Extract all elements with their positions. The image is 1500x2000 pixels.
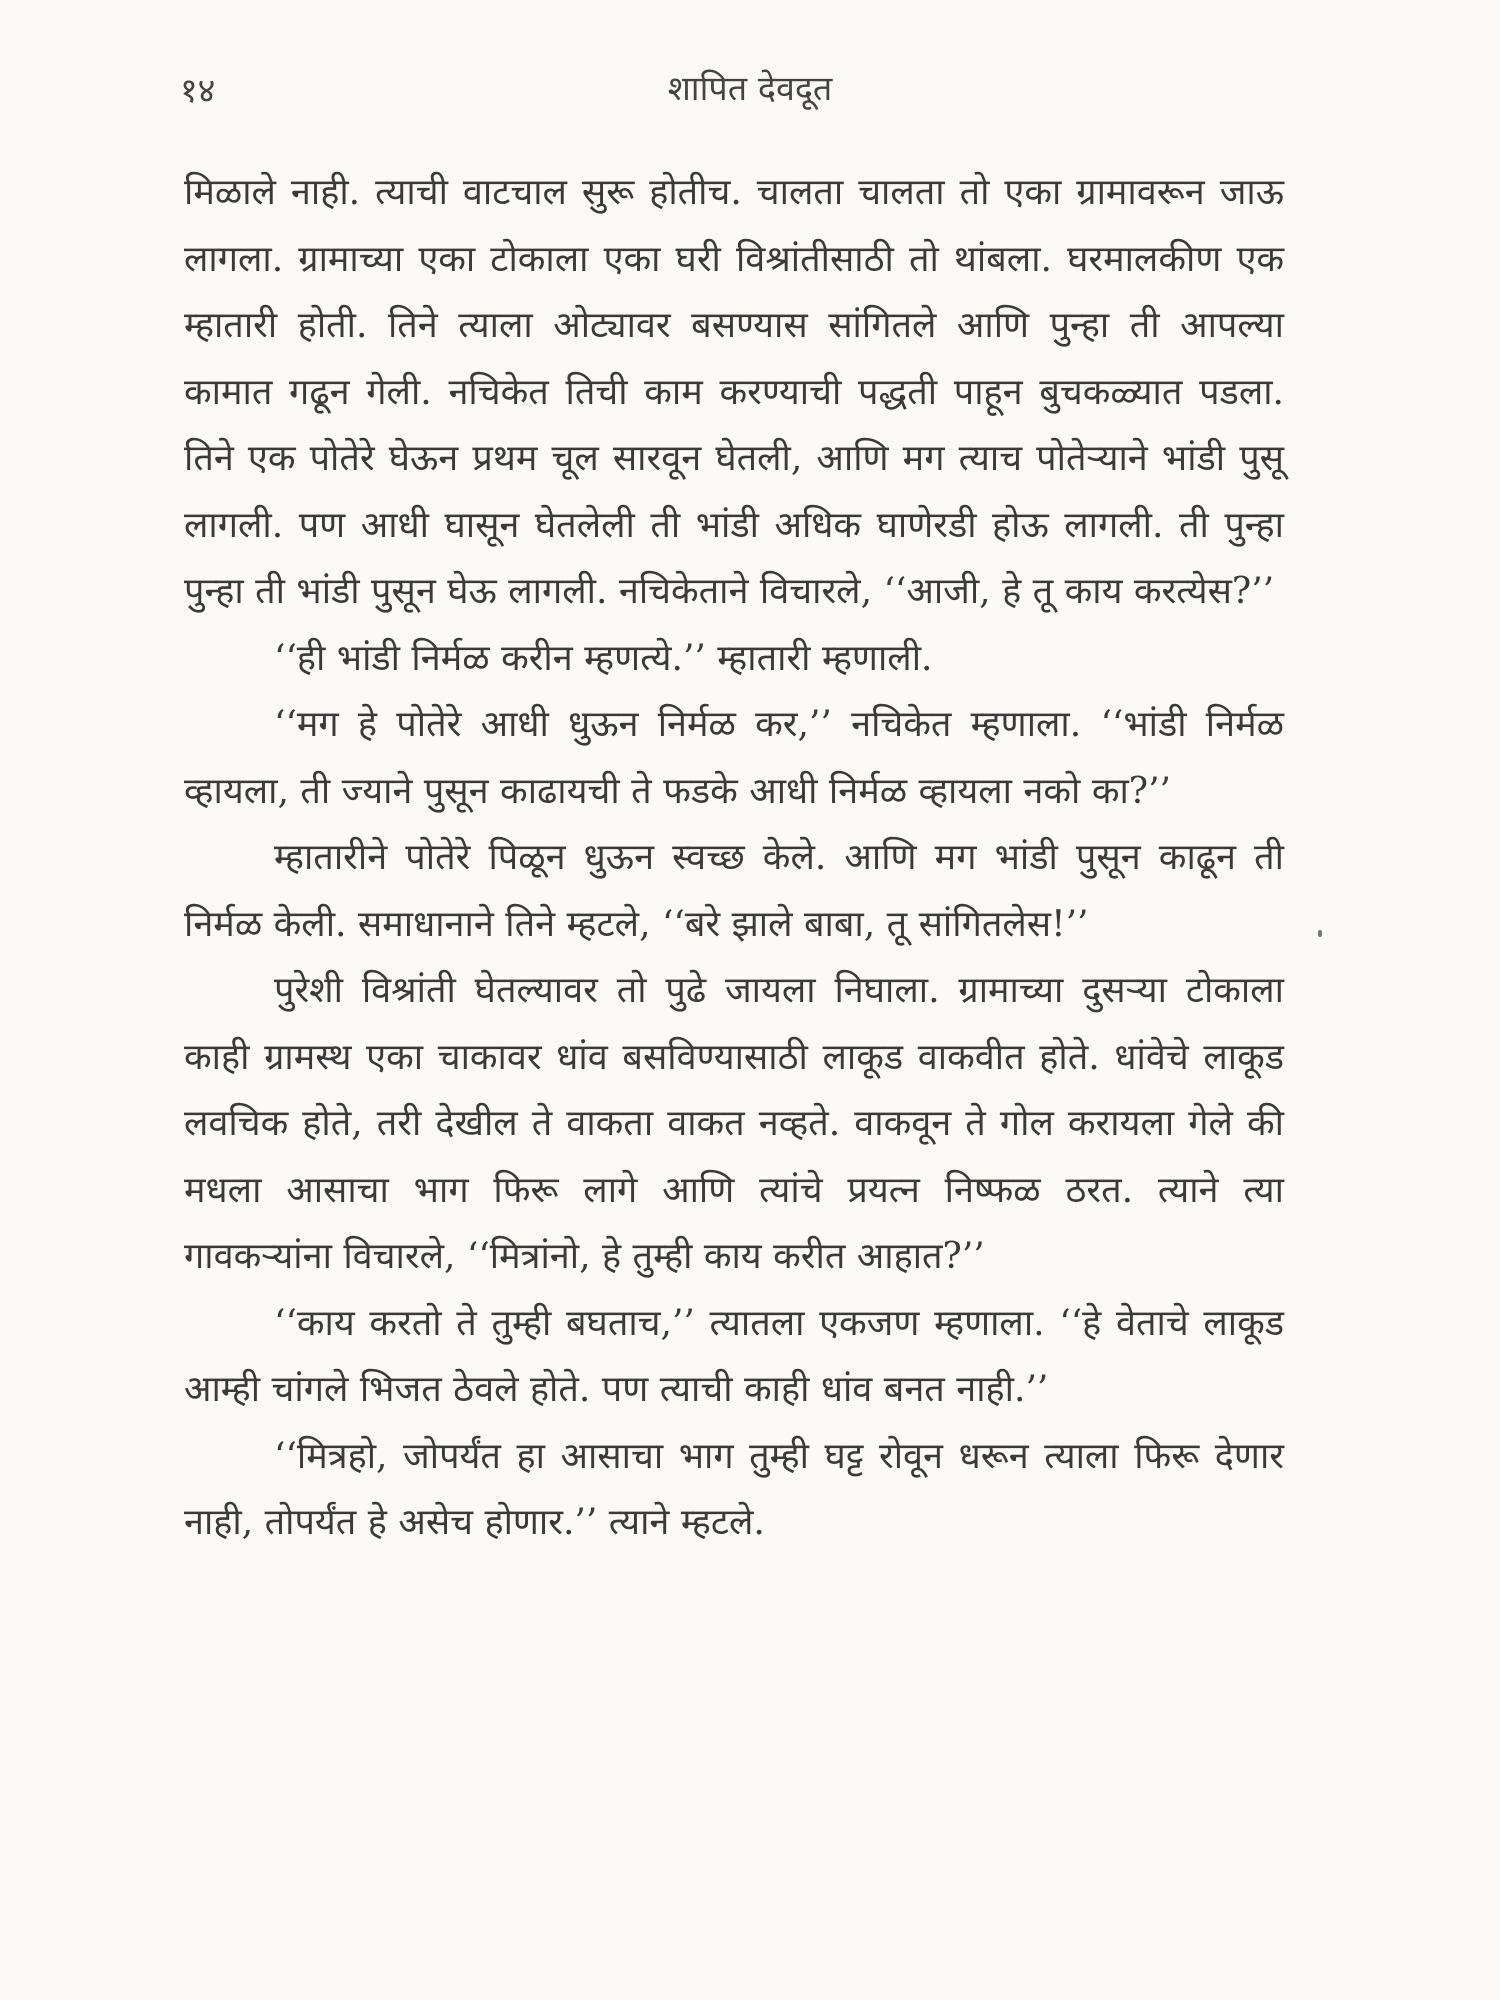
- paragraph: म्हातारीने पोतेरे पिळून धुऊन स्वच्छ केले. आणि मग भांडी पुसून काढून ती निर्मळ केली. समाधानाने तिने म्हटले, ‘‘बरे झाले बाबा, तू सांगितलेस!’’: [184, 837, 1284, 945]
- paragraph: ‘‘ही भांडी निर्मळ करीन म्हणत्ये.’’ म्हातारी म्हणाली.: [274, 637, 933, 679]
- running-title: शापित देवदूत: [667, 69, 833, 109]
- ink-speck: [1318, 930, 1322, 937]
- body-text: [184, 160, 1284, 1557]
- page-number: १४: [180, 71, 216, 111]
- paragraph: मिळाले नाही. त्याची वाटचाल सुरू होतीच. चालता चालता तो एका ग्रामावरून जाऊ लागला. ग्रामाच्या एका टोकाला एका घरी विश्रांतीसाठी तो थांबला. घरमालकीण एक म्हातारी होती. तिने त्याला ओट्यावर बसण्यास सांगितले आणि पुन्हा ती आपल्या कामात गढून गेली. नचिकेत तिची काम करण्याची पद्धती पाहून बुचकळ्यात पडला. तिने एक पोतेरे घेऊन प्रथम चूल सारवून घेतली, आणि मग त्याच पोतेऱ्याने भांडी पुसू लागली. पण आधी घासून घेतलेली ती भांडी अधिक घाणेरडी होऊ लागली. ती पुन्हा पुन्हा ती भांडी पुसून घेऊ लागली. नचिकेताने विचारले, ‘‘आजी, हे तू काय करत्येस?’’: [184, 172, 1284, 612]
- paragraph: पुरेशी विश्रांती घेतल्यावर तो पुढे जायला निघाला. ग्रामाच्या दुसऱ्या टोकाला काही ग्रामस्थ एका चाकावर धांव बसविण्यासाठी लाकूड वाकवीत होते. धांवेचे लाकूड लवचिक होते, तरी देखील ते वाकता वाकत नव्हते. वाकवून ते गोल करायला गेले की मधला आसाचा भाग फिरू लागे आणि त्यांचे प्रयत्न निष्फळ ठरत. त्याने त्या गावकऱ्यांना विचारले, ‘‘मित्रांनो, हे तुम्ही काय करीत आहात?’’: [184, 970, 1284, 1277]
- paragraph: ‘‘मग हे पोतेरे आधी धुऊन निर्मळ कर,’’ नचिकेत म्हणाला. ‘‘भांडी निर्मळ व्हायला, ती ज्याने पुसून काढायची ते फडके आधी निर्मळ व्हायला नको का?’’: [184, 704, 1284, 812]
- paragraph: ‘‘काय करतो ते तुम्ही बघताच,’’ त्यातला एकजण म्हणाला. ‘‘हे वेताचे लाकूड आम्ही चांगले भिजत ठेवले होते. पण त्याची काही धांव बनत नाही.’’: [184, 1302, 1284, 1410]
- paragraph: ‘‘मित्रहो, जोपर्यंत हा आसाचा भाग तुम्ही घट्ट रोवून धरून त्याला फिरू देणार नाही, तोपर्यंत हे असेच होणार.’’ त्याने म्हटले.: [184, 1435, 1284, 1543]
